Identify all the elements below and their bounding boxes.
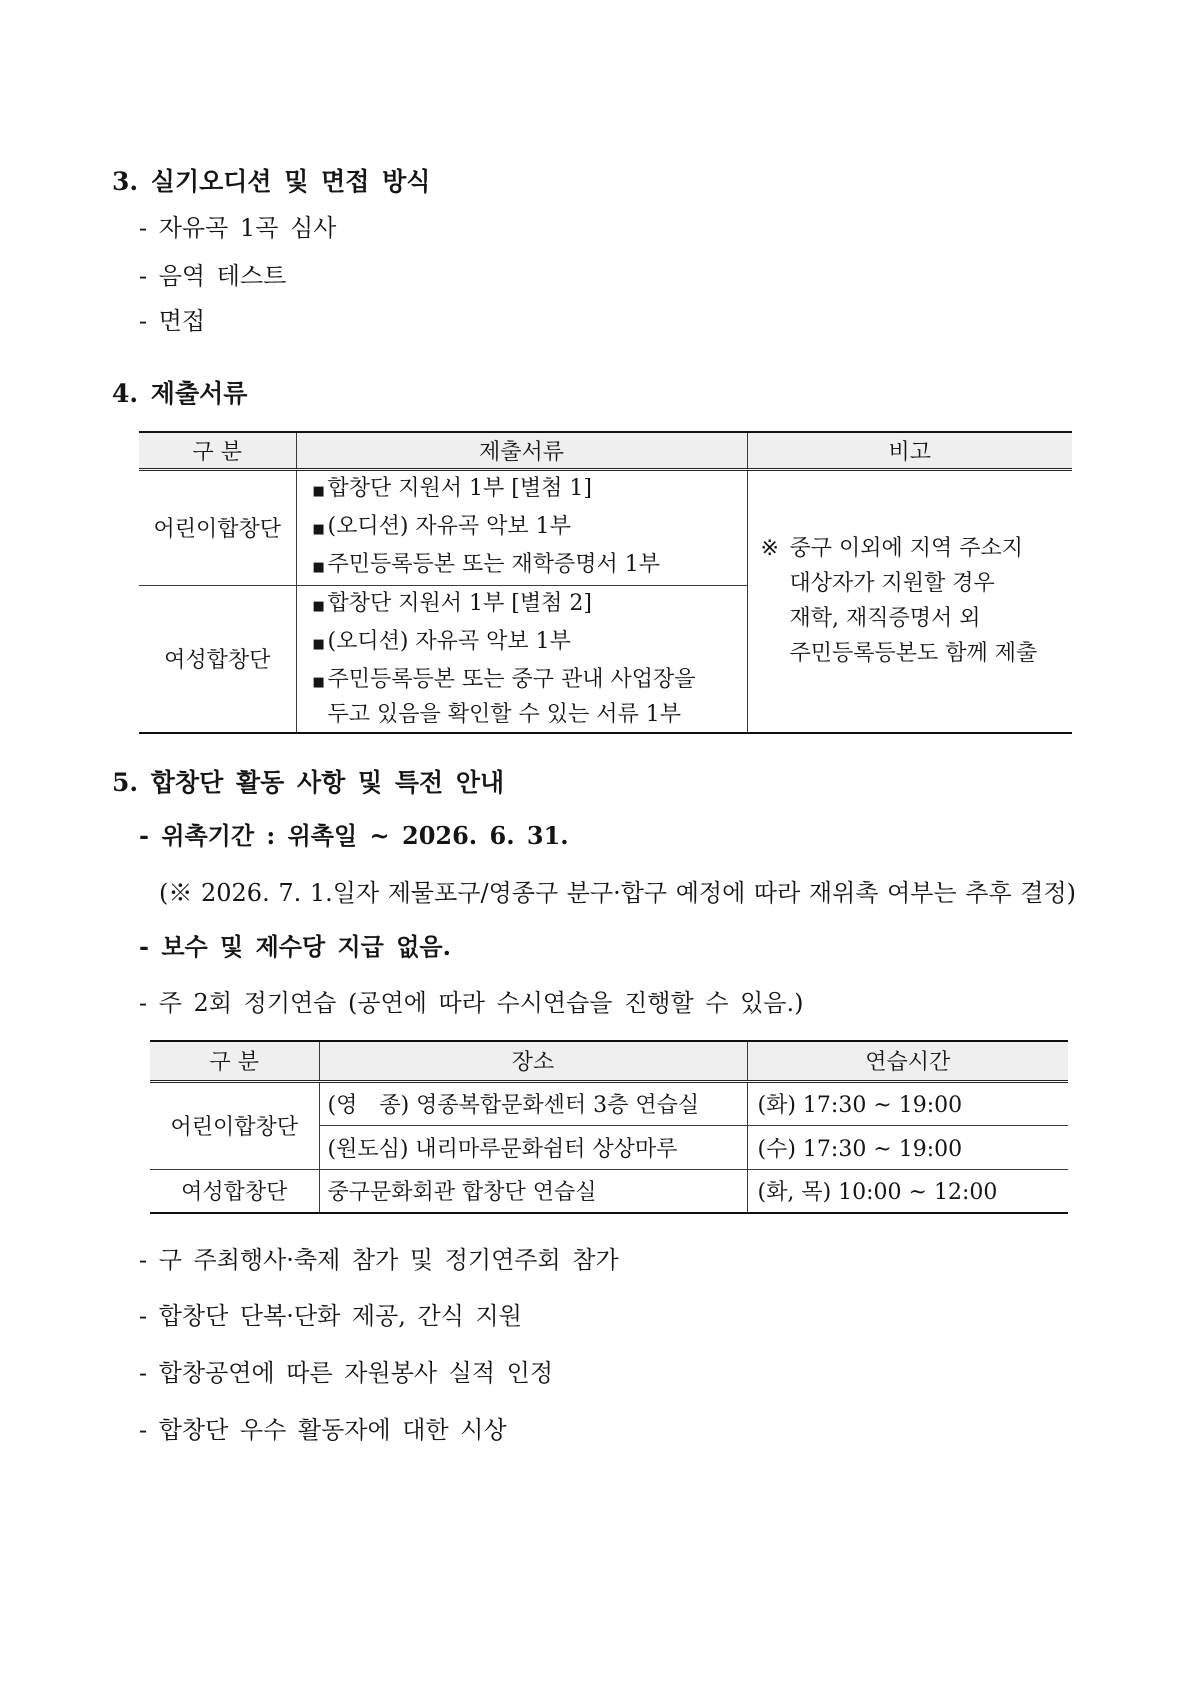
remark-line: 주민등록등본도 함께 제출: [789, 641, 1038, 666]
document-text: 주민등록등본 또는 중구 관내 사업장을: [327, 666, 696, 692]
column-header-category: 구 분: [139, 432, 296, 469]
remark-line: 대상자가 지원할 경우: [789, 571, 995, 596]
benefit-item: - 합창단 단복·단화 제공, 간식 지원: [139, 1302, 522, 1330]
remark-line: 재학, 재직증명서 외: [789, 606, 981, 631]
document-text: 합창단 지원서 1부 [별첨 1]: [327, 475, 592, 501]
table-header-row: [150, 1041, 1068, 1081]
benefit-item: - 합창단 우수 활동자에 대한 시상: [139, 1416, 507, 1444]
table-header-row: [139, 432, 1072, 469]
reference-mark-icon: ※: [760, 536, 779, 561]
group-cell-children-choir: 어린이합창단: [150, 1081, 319, 1169]
document-item: [313, 624, 747, 662]
place-cell: (원도심) 내리마루문화쉼터 상상마루: [319, 1125, 747, 1169]
column-header-remarks: 비고: [747, 432, 1072, 469]
table-row: [150, 1081, 1068, 1125]
square-bullet-icon: ■: [312, 674, 325, 690]
column-header-documents: 제출서류: [296, 432, 747, 469]
square-bullet-icon: ■: [312, 521, 325, 537]
group-cell-children-choir: 어린이합창단: [139, 469, 296, 585]
time-cell: (화) 17:30 ~ 19:00: [747, 1081, 1068, 1125]
column-header-place: 장소: [319, 1041, 747, 1081]
document-item: [313, 509, 747, 547]
documents-cell: [296, 585, 747, 733]
document-text: 합창단 지원서 1부 [별첨 2]: [327, 590, 592, 616]
document-text: (오디션) 자유곡 악보 1부: [327, 513, 571, 539]
document-item: [313, 662, 747, 732]
square-bullet-icon: ■: [312, 598, 325, 614]
practice-schedule-note: - 주 2회 정기연습 (공연에 따라 수시연습을 진행할 수 있음.): [139, 989, 804, 1017]
audition-item: - 음역 테스트: [139, 262, 287, 290]
square-bullet-icon: ■: [312, 483, 325, 499]
group-cell-womens-choir: 여성합창단: [150, 1169, 319, 1213]
audition-item: - 자유곡 1곡 심사: [139, 214, 337, 242]
column-header-category: 구 분: [150, 1041, 319, 1081]
compensation-notice: - 보수 및 제수당 지급 없음.: [139, 932, 451, 961]
document-item: [313, 471, 747, 509]
audition-item: - 면접: [139, 307, 206, 335]
square-bullet-icon: ■: [312, 636, 325, 652]
document-text-continued: 두고 있음을 확인할 수 있는 서류 1부: [327, 701, 681, 727]
appointment-term: - 위촉기간 : 위촉일 ~ 2026. 6. 31.: [139, 821, 569, 850]
document-text: (오디션) 자유곡 악보 1부: [327, 628, 571, 654]
appointment-note: (※ 2026. 7. 1.일자 제물포구/영종구 분구·합구 예정에 따라 재위촉 여부는 추후 결정): [159, 879, 1077, 907]
group-cell-womens-choir: 여성합창단: [139, 585, 296, 733]
time-cell: (수) 17:30 ~ 19:00: [747, 1125, 1068, 1169]
document-text: 주민등록등본 또는 재학증명서 1부: [327, 551, 661, 577]
table-row: [150, 1169, 1068, 1213]
documents-cell: [296, 469, 747, 585]
remarks-cell: [747, 469, 1072, 733]
column-header-practice-time: 연습시간: [747, 1041, 1068, 1081]
square-bullet-icon: ■: [312, 559, 325, 575]
practice-schedule-table: [150, 1040, 1068, 1214]
section-3-heading: 3. 실기오디션 및 면접 방식: [112, 167, 431, 196]
benefit-item: - 구 주최행사·축제 참가 및 정기연주회 참가: [139, 1246, 619, 1274]
document-item: [313, 547, 747, 585]
place-cell: (영 종) 영종복합문화센터 3층 연습실: [319, 1081, 747, 1125]
time-cell: (화, 목) 10:00 ~ 12:00: [747, 1169, 1068, 1213]
section-4-heading: 4. 제출서류: [112, 379, 248, 408]
submission-documents-table: [139, 431, 1072, 734]
table-row: [139, 469, 1072, 585]
section-5-heading: 5. 합창단 활동 사항 및 특전 안내: [112, 768, 505, 797]
document-item: [313, 586, 747, 624]
benefit-item: - 합창공연에 따른 자원봉사 실적 인정: [139, 1359, 554, 1387]
place-cell: 중구문화회관 합창단 연습실: [319, 1169, 747, 1213]
remark-line: 중구 이외에 지역 주소지: [789, 536, 1024, 561]
